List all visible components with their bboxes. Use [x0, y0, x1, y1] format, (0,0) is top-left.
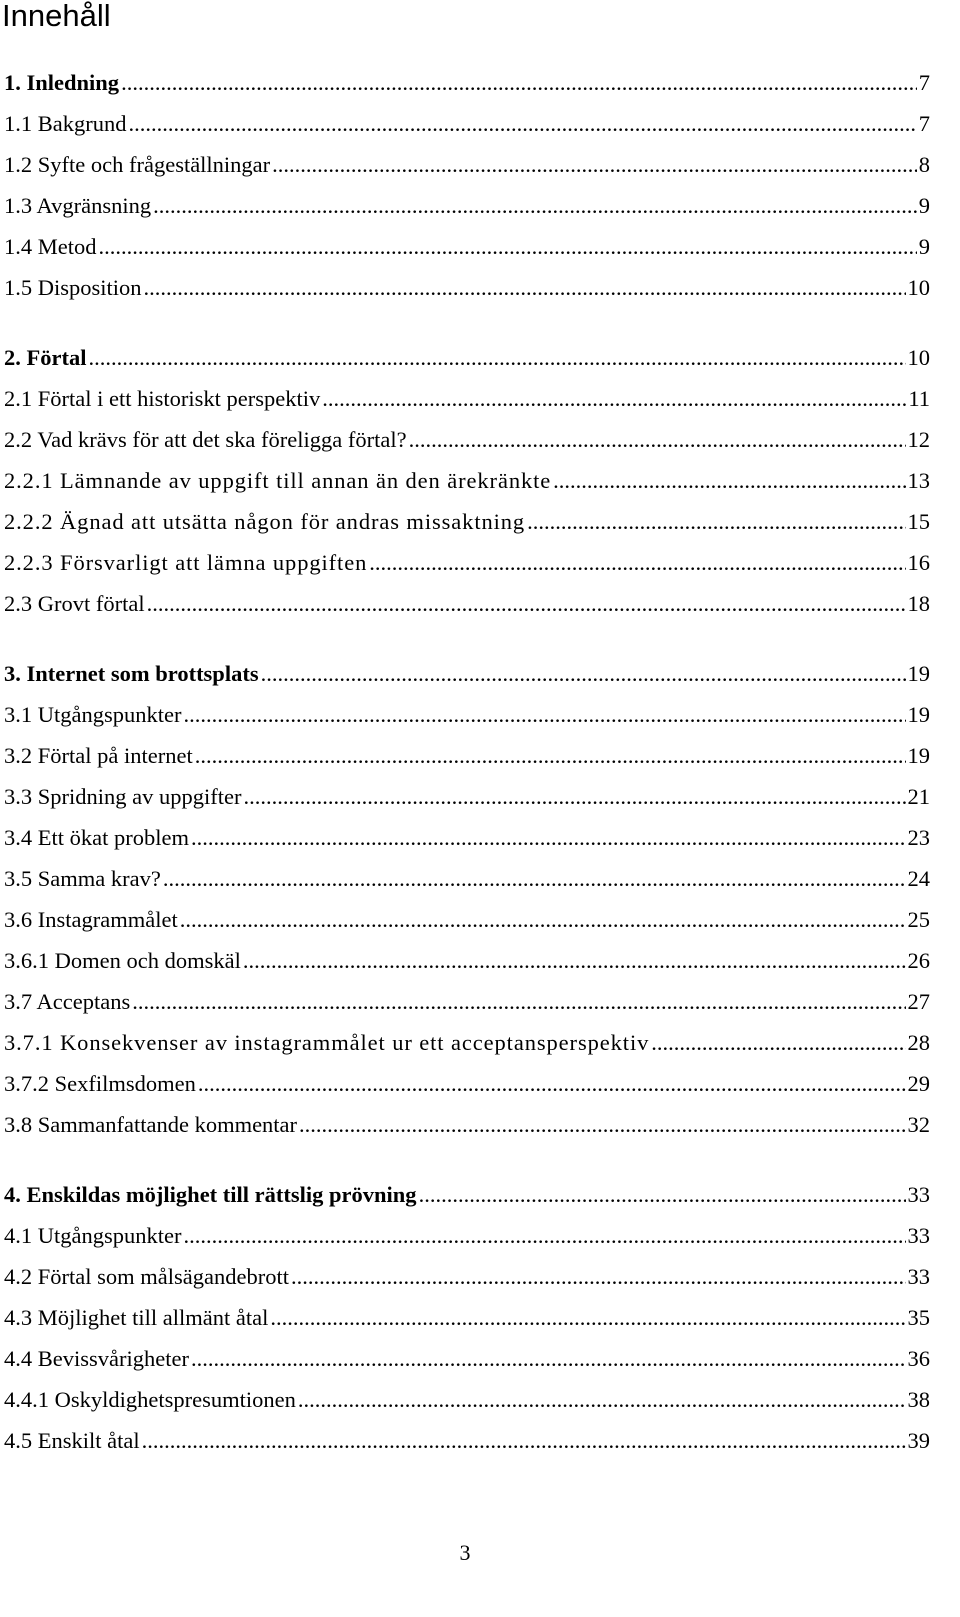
toc-leader-dots	[527, 507, 905, 537]
toc-entry[interactable]	[4, 1028, 930, 1058]
toc-leader-dots	[553, 466, 905, 496]
toc-leader-dots	[651, 1028, 905, 1058]
toc-entry-page: 16	[907, 550, 930, 575]
toc-entry-label: 3.5 Samma krav?	[4, 866, 161, 891]
toc-leader-dots	[99, 232, 917, 262]
toc-entry[interactable]	[4, 1426, 930, 1456]
toc-heading: Innehåll	[2, 0, 111, 33]
toc-entry-label: 1.3 Avgränsning	[4, 193, 152, 218]
toc-leader-dots	[147, 589, 906, 619]
toc-entry[interactable]	[4, 68, 930, 98]
toc-entry-page: 7	[918, 111, 930, 136]
toc-entry[interactable]	[4, 589, 930, 619]
toc-entry-page: 32	[907, 1112, 930, 1137]
toc-entry[interactable]	[4, 741, 930, 771]
toc-entry-label: 1.4 Metod	[4, 234, 97, 259]
toc-entry[interactable]	[4, 150, 930, 180]
toc-entry-label: 2.2.2 Ägnad att utsätta någon för andras missaktning	[4, 509, 526, 534]
toc-entry-label: 3.6.1 Domen och domskäl	[4, 948, 241, 973]
toc-entry-label: 4.3 Möjlighet till allmänt åtal	[4, 1305, 269, 1330]
toc-entry[interactable]	[4, 1069, 930, 1099]
toc-entry[interactable]	[4, 946, 930, 976]
toc-leader-dots	[163, 864, 906, 894]
toc-entry-label: 3.7.1 Konsekvenser av instagrammålet ur ett acceptansperspektiv	[4, 1030, 650, 1055]
toc-leader-dots	[298, 1385, 906, 1415]
toc-entry-page: 7	[918, 70, 930, 95]
toc-entry[interactable]	[4, 1303, 930, 1333]
toc-entry-label: 2.3 Grovt förtal	[4, 591, 145, 616]
toc-leader-dots	[419, 1180, 906, 1210]
toc-entry[interactable]	[4, 191, 930, 221]
toc-entry[interactable]	[4, 507, 930, 537]
toc-entry-label: 3.1 Utgångspunkter	[4, 702, 182, 727]
toc-entry-page: 15	[907, 509, 930, 534]
toc-entry-label: 2.2.1 Lämnande av uppgift till annan än den ärekränkte	[4, 468, 552, 493]
page-number: 3	[459, 1540, 471, 1565]
toc-entry-page: 24	[907, 866, 930, 891]
toc-leader-dots	[270, 1303, 905, 1333]
toc-leader-dots	[88, 343, 905, 373]
toc-leader-dots	[272, 150, 917, 180]
toc-entry-label: 3.6 Instagrammålet	[4, 907, 178, 932]
toc-entry[interactable]	[4, 782, 930, 812]
toc-entry-label: 3.4 Ett ökat problem	[4, 825, 189, 850]
toc-entry-page: 9	[918, 234, 930, 259]
toc-entry-page: 10	[907, 345, 930, 370]
toc-entry-page: 11	[908, 386, 930, 411]
toc-leader-dots	[180, 905, 906, 935]
toc-leader-dots	[322, 384, 906, 414]
toc-entry-label: 4.4 Bevissvårigheter	[4, 1346, 189, 1371]
toc-entry[interactable]	[4, 548, 930, 578]
toc-entry[interactable]	[4, 823, 930, 853]
toc-entry[interactable]	[4, 343, 930, 373]
toc-leader-dots	[183, 700, 905, 730]
toc-entry-label: 1.2 Syfte och frågeställningar	[4, 152, 271, 177]
toc-entry-page: 39	[907, 1428, 930, 1453]
toc-entry[interactable]	[4, 466, 930, 496]
toc-entry-label: 2.2.3 Försvarligt att lämna uppgiften	[4, 550, 368, 575]
toc-leader-dots	[132, 987, 905, 1017]
toc-entry-page: 28	[907, 1030, 930, 1055]
toc-entry[interactable]	[4, 1221, 930, 1251]
toc-entry[interactable]	[4, 864, 930, 894]
toc-entry-page: 12	[907, 427, 930, 452]
toc-leader-dots	[291, 1262, 906, 1292]
toc-entry-page: 33	[907, 1223, 930, 1248]
toc-entry-page: 35	[907, 1305, 930, 1330]
toc-entry[interactable]	[4, 384, 930, 414]
toc-leader-dots	[299, 1110, 905, 1140]
toc-entry-label: 4.4.1 Oskyldighetspresumtionen	[4, 1387, 296, 1412]
toc-leader-dots	[142, 1426, 906, 1456]
toc-entry-label: 3. Internet som brottsplats	[4, 661, 259, 686]
toc-entry-page: 25	[907, 907, 930, 932]
toc-entry-page: 9	[918, 193, 930, 218]
toc-entry-label: 4.5 Enskilt åtal	[4, 1428, 140, 1453]
toc-leader-dots	[191, 823, 906, 853]
toc-entry-label: 3.7.2 Sexfilmsdomen	[4, 1071, 196, 1096]
toc-entry-label: 3.7 Acceptans	[4, 989, 131, 1014]
toc-entry-label: 4.1 Utgångspunkter	[4, 1223, 182, 1248]
toc-entry-label: 4.2 Förtal som målsägandebrott	[4, 1264, 289, 1289]
toc-entry-label: 1.5 Disposition	[4, 275, 142, 300]
toc-leader-dots	[195, 741, 906, 771]
toc-entry-page: 23	[907, 825, 930, 850]
toc-leader-dots	[121, 68, 917, 98]
toc-entry[interactable]	[4, 1180, 930, 1210]
toc-entry-page: 18	[907, 591, 930, 616]
toc-entry-page: 33	[907, 1264, 930, 1289]
toc-leader-dots	[183, 1221, 905, 1251]
toc-leader-dots	[243, 782, 905, 812]
toc-entry[interactable]	[4, 232, 930, 262]
toc-entry[interactable]	[4, 1110, 930, 1140]
toc-entry-page: 36	[907, 1346, 930, 1371]
toc-entry-label: 2.1 Förtal i ett historiskt perspektiv	[4, 386, 321, 411]
toc-entry[interactable]	[4, 659, 930, 689]
toc-entry-page: 19	[907, 702, 930, 727]
toc-entry[interactable]	[4, 1262, 930, 1292]
toc-leader-dots	[369, 548, 905, 578]
toc-entry-page: 33	[907, 1182, 930, 1207]
toc-leader-dots	[191, 1344, 906, 1374]
toc-entry[interactable]	[4, 700, 930, 730]
toc-entry-page: 26	[907, 948, 930, 973]
toc-entry-page: 13	[907, 468, 930, 493]
toc-entry[interactable]	[4, 987, 930, 1017]
toc-leader-dots	[198, 1069, 906, 1099]
toc-entry-label: 2. Förtal	[4, 345, 87, 370]
toc-entry-page: 27	[907, 989, 930, 1014]
toc-entry[interactable]	[4, 425, 930, 455]
toc-entry-page: 19	[907, 743, 930, 768]
toc-leader-dots	[129, 109, 917, 139]
toc-leader-dots	[409, 425, 906, 455]
toc-entry[interactable]	[4, 1344, 930, 1374]
toc-entry-label: 3.3 Spridning av uppgifter	[4, 784, 242, 809]
toc-entry-label: 1.1 Bakgrund	[4, 111, 127, 136]
toc-entry-label: 4. Enskildas möjlighet till rättslig prövning	[4, 1182, 417, 1207]
toc-entry-label: 3.2 Förtal på internet	[4, 743, 193, 768]
toc-leader-dots	[153, 191, 917, 221]
toc-leader-dots	[144, 273, 906, 303]
toc-entry-page: 10	[907, 275, 930, 300]
toc-leader-dots	[243, 946, 906, 976]
toc-entry[interactable]	[4, 109, 930, 139]
toc-entry[interactable]	[4, 273, 930, 303]
toc-entry[interactable]	[4, 1385, 930, 1415]
toc-entry-page: 38	[907, 1387, 930, 1412]
toc-entry[interactable]	[4, 905, 930, 935]
toc-entry-label: 2.2 Vad krävs för att det ska föreligga förtal?	[4, 427, 407, 452]
toc-leader-dots	[261, 659, 906, 689]
toc-entry-page: 29	[907, 1071, 930, 1096]
toc-entry-label: 1. Inledning	[4, 70, 120, 95]
toc-entry-page: 8	[918, 152, 930, 177]
toc-entry-page: 19	[907, 661, 930, 686]
toc-entry-page: 21	[907, 784, 930, 809]
toc-entry-label: 3.8 Sammanfattande kommentar	[4, 1112, 298, 1137]
